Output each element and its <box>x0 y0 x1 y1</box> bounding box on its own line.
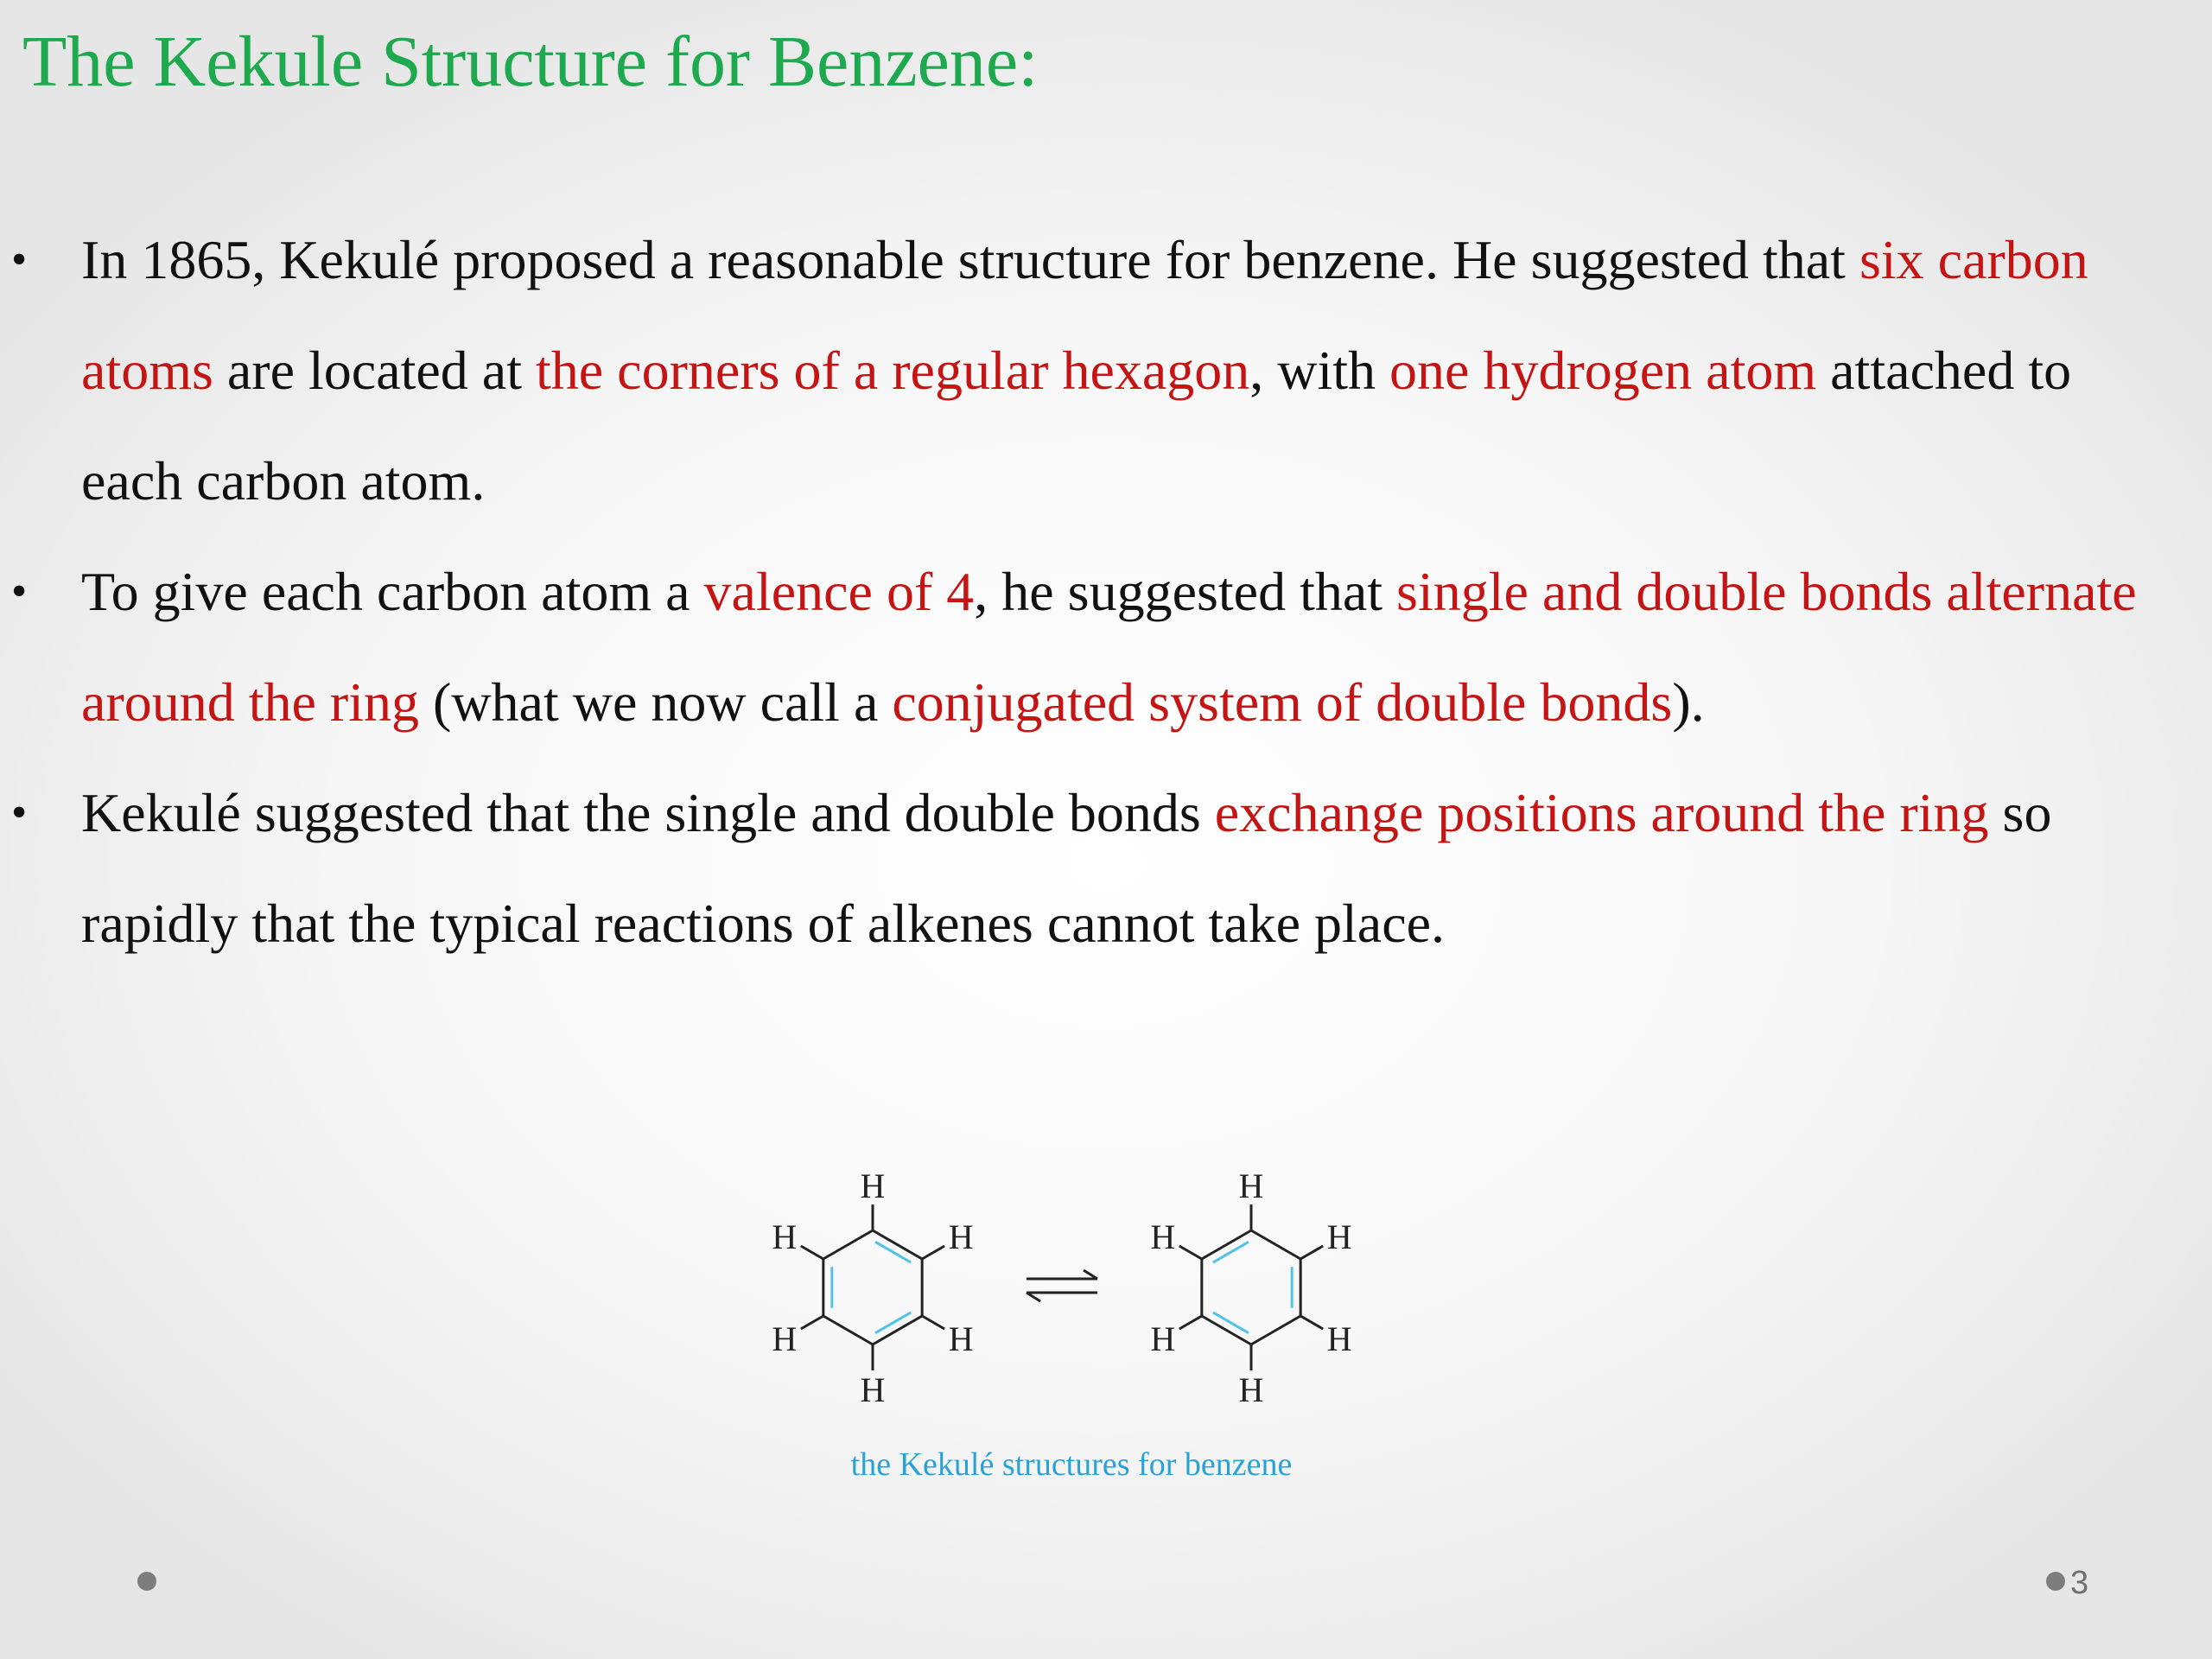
body-text: , he suggested that <box>974 561 1397 622</box>
nav-dot-left-icon <box>137 1572 156 1591</box>
right-benzene-ring-bond <box>1251 1316 1300 1344</box>
right-benzene-hydrogen-label: H <box>1150 1217 1176 1256</box>
highlighted-text: one hydrogen atom <box>1389 340 1817 401</box>
body-text: so rapidly that the typical reactions of alkenes cannot take place. <box>81 782 2052 954</box>
slide-title: The Kekule Structure for Benzene: <box>22 22 1039 102</box>
right-benzene-hydrogen-label: H <box>1238 1166 1264 1205</box>
body-text: attached to each carbon atom. <box>81 340 2072 512</box>
left-benzene-ch-bond <box>801 1316 823 1329</box>
bullet-text <box>81 561 2137 733</box>
body-text: In 1865, Kekulé proposed a reasonable structure for benzene. He suggested that <box>81 229 1859 290</box>
right-benzene-ch-bond <box>1179 1316 1202 1329</box>
highlighted-text: exchange positions around the ring <box>1214 782 1989 843</box>
left-benzene-ch-bond <box>801 1246 823 1259</box>
right-benzene-double-bond <box>1213 1242 1249 1262</box>
body-text: , with <box>1249 340 1390 401</box>
left-benzene-double-bond <box>875 1313 911 1333</box>
left-benzene-hydrogen-label: H <box>860 1370 886 1409</box>
right-benzene-ch-bond <box>1300 1316 1323 1329</box>
left-benzene-ring-bond <box>823 1316 873 1344</box>
left-benzene-hydrogen-label: H <box>772 1217 798 1256</box>
right-benzene-double-bond <box>1213 1313 1249 1333</box>
left-benzene-hydrogen-label: H <box>948 1217 974 1256</box>
body-text: (what we now call a <box>419 671 893 733</box>
left-benzene-ring-bond <box>823 1230 873 1259</box>
body-text: To give each carbon atom a <box>81 561 704 622</box>
bullet-item <box>0 758 2172 979</box>
highlighted-text: single and double bonds alternate around the ring <box>81 561 2137 733</box>
right-benzene-hydrogen-label: H <box>1238 1370 1264 1409</box>
right-benzene-hydrogen-label: H <box>1326 1319 1352 1358</box>
left-benzene-double-bond <box>875 1242 911 1262</box>
right-benzene-hydrogen-label: H <box>1150 1319 1176 1358</box>
body-text: Kekulé suggested that the single and double bonds <box>81 782 1215 843</box>
right-benzene-hydrogen-label: H <box>1326 1217 1352 1256</box>
bullet-icon: • <box>11 235 28 284</box>
left-benzene-hydrogen-label: H <box>948 1319 974 1358</box>
left-benzene-hydrogen-label: H <box>860 1166 886 1205</box>
bullet-item <box>0 205 2172 537</box>
bullet-item <box>0 537 2172 758</box>
left-benzene-ch-bond <box>922 1246 944 1259</box>
body-text: are located at <box>213 340 536 401</box>
body-text: ). <box>1672 671 1705 733</box>
bullet-icon: • <box>11 788 28 837</box>
left-benzene-ch-bond <box>922 1316 944 1329</box>
highlighted-text: the corners of a regular hexagon <box>535 340 1250 401</box>
highlighted-text: conjugated system of double bonds <box>892 671 1673 733</box>
left-benzene-hydrogen-label: H <box>772 1319 798 1358</box>
bullet-text <box>81 229 2088 512</box>
bullet-text <box>81 782 2051 954</box>
bullet-list <box>0 205 2212 979</box>
right-benzene-ch-bond <box>1300 1246 1323 1259</box>
page-number: 3 <box>2070 1565 2089 1601</box>
right-benzene-ch-bond <box>1179 1246 1202 1259</box>
nav-dot-right-icon <box>2046 1572 2065 1591</box>
bullet-icon: • <box>11 567 28 616</box>
figure-caption: the Kekulé structures for benzene <box>850 1446 1293 1483</box>
right-benzene-ring-bond <box>1251 1230 1300 1259</box>
highlighted-text: valence of 4 <box>703 561 975 622</box>
highlighted-text: six carbon atoms <box>81 229 2088 401</box>
